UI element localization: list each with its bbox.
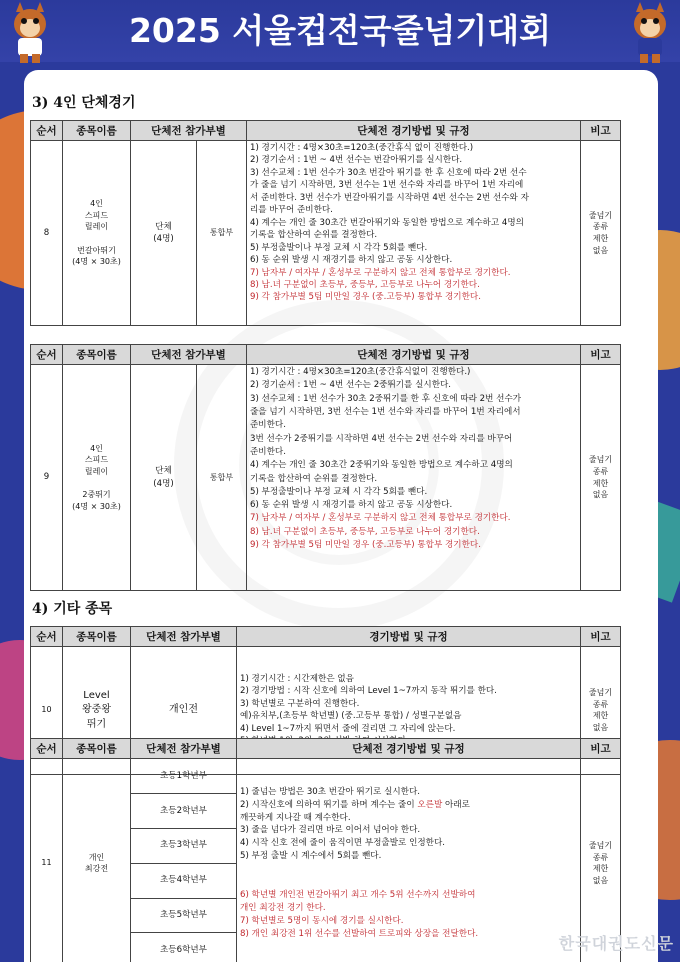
col-header-rules: 단체전 경기방법 및 규정 (247, 345, 581, 365)
col-header-note: 비고 (581, 345, 621, 365)
division-item: 초등2학년부 (131, 793, 237, 828)
note-cell: 줄넘기 종류 제한 없음 (581, 141, 621, 326)
page-title: 2025 서울컵전국줄넘기대회 (128, 11, 552, 50)
col-header-rules: 단체전 경기방법 및 규정 (237, 739, 581, 759)
event-name: 4인 스피드 릴레이 번갈아뛰기 (4명 × 30초) (63, 141, 131, 326)
note-cell: 줄넘기 종류 제한 없음 (581, 647, 621, 775)
newspaper-watermark: 한국대권도신문 (558, 934, 674, 953)
note-cell: 줄넘기 종류 제한 없음 (581, 759, 621, 962)
col-header-event: 종목이름 (63, 121, 131, 141)
col-header-event: 종목이름 (63, 627, 131, 647)
col-header-division: 단체전 참가부별 (131, 121, 247, 141)
col-header-event: 종목이름 (63, 345, 131, 365)
col-header-no: 순서 (31, 739, 63, 759)
row-number: 9 (31, 365, 63, 591)
row-number: 11 (31, 759, 63, 962)
rules-text: 1) 줄넘는 방법은 30초 번갈아 뛰기로 실시한다. 2) 시작신호에 의하여 뛰기를 하며 계수는 줄이 오른발 아래로 깨끗하게 지나갈 때 계수한다. 3) 줄을 넘다가 걸리면 바로 이어서 넘어야 한다. 4) 시작 신호 전에 줄이 움직이면 부정출발로 인정한다. 5) 부정 출발 시 계수에서 5회를 뺀다. 6) 학년별 개인전 번갈아뛰기 최고 개수 5위 선수까지 선발하여 개인 최강전 경기 한다. 7) 학년별로 5명이 동시에 경기를 실시한다. 8) 개인 최강전 1위 선수를 선발하여 트로피와 상장을 전달한다. (237, 759, 581, 962)
section-title-team: 3) 4인 단체경기 (32, 95, 136, 111)
squirrel-mascot-icon (2, 2, 58, 64)
division-item: 초등3학년부 (131, 828, 237, 863)
col-header-note: 비고 (581, 121, 621, 141)
division-name: 통합부 (197, 141, 247, 326)
event-name: 4인 스피드 릴레이 2중뛰기 (4명 × 30초) (63, 365, 131, 591)
col-header-no: 순서 (31, 121, 63, 141)
col-header-division: 단체전 참가부별 (131, 345, 247, 365)
col-header-note: 비고 (581, 627, 621, 647)
division-item: 초등4학년부 (131, 863, 237, 898)
header-banner (0, 0, 680, 62)
row-number: 8 (31, 141, 63, 326)
rules-text: 1) 경기시간 : 4명×30초=120초(중간휴식없이 진행한다.) 2) 경기순서 : 1번 ~ 4번 선수는 2중뛰기를 실시한다. 3) 선수교체 : 1번 선수가 30초 2중뛰기를 한 후 신호에 따라 2번 선수가 줄을 넘기 시작하면, 3번 선수는 1번 선수와 자리를 바꾸어 1번 자리에서 준비한다. 3번 선수가 2중뛰기를 시작하면 4번 선수는 2번 선수와 자리를 바꾸어 준비한다. 4) 계수는 개인 줄 30초간 2중뛰기와 동일한 방법으로 계수하고 4명의 기록을 합산하여 순위를 결정한다. 5) 부정출발이나 부정 교체 시 각각 5회를 뺀다. 6) 동 순위 발생 시 재경기를 하지 않고 공동 시상한다. 7) 남자부 / 여자부 / 혼성부로 구분하지 않고 전체 통합부로 경기한다. 8) 남.녀 구분없이 초등부, 중등부, 고등부로 나누어 경기한다. 9) 각 참가부별 5팀 미만일 경우 (중.고등부) 통합부 경기한다. (247, 365, 581, 591)
team-size: 단체 (4명) (131, 365, 197, 591)
event-table-8 (30, 120, 621, 326)
team-size: 단체 (4명) (131, 141, 197, 326)
division-item: 초등6학년부 (131, 933, 237, 962)
row-number: 10 (31, 647, 63, 775)
col-header-rules: 경기방법 및 규정 (237, 627, 581, 647)
col-header-no: 순서 (31, 627, 63, 647)
event-table-9 (30, 344, 621, 591)
squirrel-mascot-icon (622, 2, 678, 64)
division-name: 개인전 (131, 647, 237, 775)
rules-text: 1) 경기시간 : 시간제한은 없음 2) 경기방법 : 시작 신호에 의하여 Level 1~7까지 동작 뛰기를 한다. 3) 학년별로 구분하여 진행한다. 예)유치부,(초등부 학년별) (중.고등부 통합) / 성별구분없음 4) Level 1~7까지 뛰면서 줄에 걸리면 그 자리에 앉는다. (237, 647, 581, 775)
division-item: 초등1학년부 (131, 759, 237, 794)
col-header-note: 비고 (581, 739, 621, 759)
document-sheet (24, 70, 658, 962)
note-cell: 줄넘기 종류 제한 없음 (581, 365, 621, 591)
col-header-event: 종목이름 (63, 739, 131, 759)
division-item: 초등5학년부 (131, 898, 237, 933)
col-header-division: 단체전 참가부별 (131, 627, 237, 647)
event-name: 개인 최강전 (63, 759, 131, 962)
event-name: Level 왕중왕 뛰기 (63, 647, 131, 775)
col-header-rules: 단체전 경기방법 및 규정 (247, 121, 581, 141)
division-name: 통합부 (197, 365, 247, 591)
col-header-division: 단체전 참가부별 (131, 739, 237, 759)
event-table-11 (30, 738, 621, 962)
col-header-no: 순서 (31, 345, 63, 365)
section-title-other: 4) 기타 종목 (32, 601, 113, 617)
rules-text: 1) 경기시간 : 4명×30초=120초(중간휴식 없이 진행한다.) 2) 경기순서 : 1번 ~ 4번 선수는 번갈아뛰기를 실시한다. 3) 선수교체 : 1번 선수가 30초 번갈아 뛰기를 한 후 신호에 따라 2번 선수 가 줄을 넘기 시작하면, 3번 선수는 1번 선수와 자리를 바꾸어 1번 자리에 서 준비한다. 3번 선수가 번갈아뛰기를 시작하면 4번 선수는 2번 선수와 자 리를 바꾸어 준비한다. 4) 계수는 개인 줄 30초간 번갈아뛰기와 동일한 방법으로 계수하고 4명의 기록을 합산하여 순위를 결정한다. 5) 부정출발이나 부정 교체 시 각각 5회를 뺀다. 6) 동 순위 발생 시 재경기를 하지 않고 공동 시상한다. 7) 남자부 / 여자부 / 혼성부로 구분하지 않고 전체 통합부로 경기한다. 8) 남.녀 구분없이 초등부, 중등부, 고등부로 나누어 경기한다. 9) 각 참가부별 5팀 미만일 경우 (중.고등부) 통합부 경기한다. (247, 141, 581, 326)
